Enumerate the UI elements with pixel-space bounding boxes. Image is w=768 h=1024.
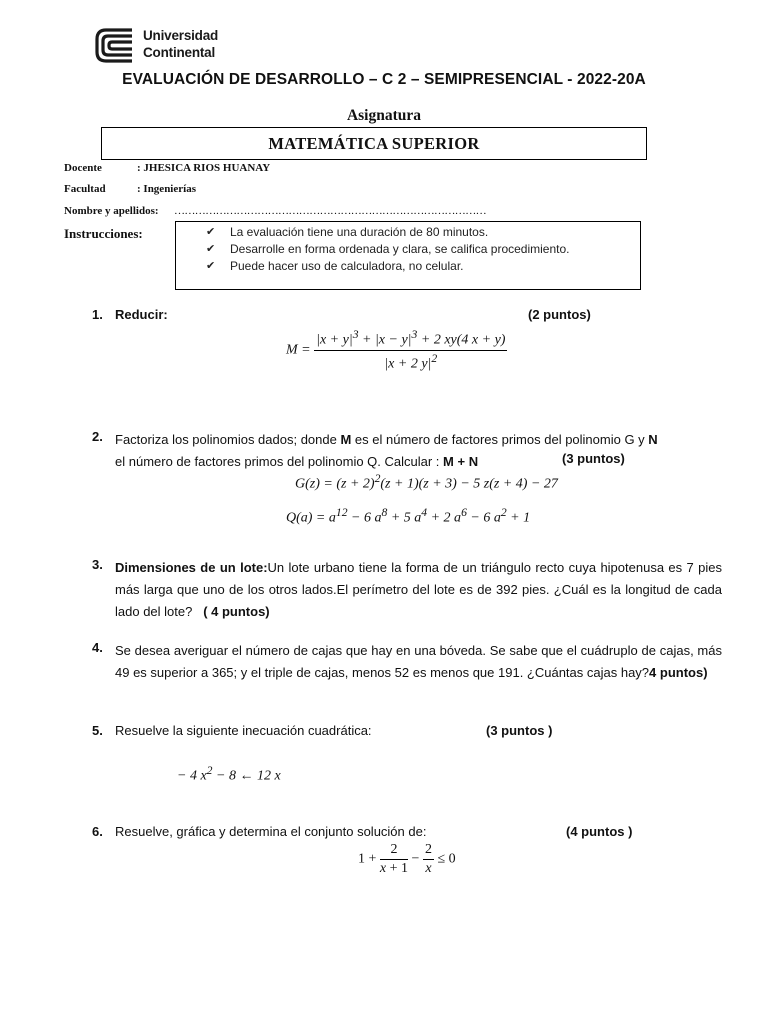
- instructions-box: [175, 221, 641, 290]
- question-2-number: 2.: [92, 429, 103, 444]
- question-4-text: Se desea averiguar el número de cajas que hay en una bóveda. Se sabe que el cuádruplo de cajas, más 49 es superior a 365; y el triple de cajas, menos 52 es menos que 191. ¿Cuántas cajas hay?4 puntos): [115, 643, 722, 680]
- question-2-line1: Factoriza los polinomios dados; donde M es el número de factores primos del polinomio G y N: [115, 432, 658, 447]
- exam-title: EVALUACIÓN DE DESARROLLO – C 2 – SEMIPRESENCIAL - 2022-20A: [122, 71, 646, 88]
- docente-value: : JHESICA RIOS HUANAY: [137, 162, 271, 174]
- nombre-field[interactable]: ………………………………………………………………………………: [174, 205, 487, 217]
- question-5-points: (3 puntos ): [486, 723, 553, 738]
- nombre-label: Nombre y apellidos:: [64, 205, 159, 217]
- question-5-formula: − 4 $x^2 - 8$ ← 12 x: [177, 764, 281, 784]
- instruction-item: ✔ La evaluación tiene una duración de 80 minutos.: [206, 225, 489, 239]
- university-name: [143, 27, 218, 61]
- question-2-points: (3 puntos): [562, 451, 625, 466]
- question-3-number: 3.: [92, 557, 103, 572]
- question-1-formula: M = $\frac{|x + y|^3 + |x - y|^3 + 2 xy(4 x + y)}{|x + 2 y|^2}$: [286, 328, 506, 372]
- logo-line1: Universidad: [143, 28, 219, 43]
- question-1-number: 1.: [92, 307, 103, 322]
- instructions-label: Instrucciones:: [64, 226, 143, 241]
- docente-label: Docente: [64, 162, 102, 174]
- question-6-points: (4 puntos ): [566, 824, 633, 839]
- question-3-text: Dimensiones de un lote:Un lote urbano tiene la forma de un triángulo recto cuya hipotenusa es 7 pies más larga que uno de los otros lados.El perímetro del lote es de 392 pies. ¿Cuál es la longitud de cada lado del lote? ( 4 puntos): [115, 560, 722, 619]
- check-icon: ✔: [206, 226, 216, 238]
- facultad-value: : Ingenierías: [137, 183, 196, 195]
- check-icon: ✔: [206, 243, 216, 255]
- subject-label: Asignatura: [346, 107, 422, 124]
- instruction-item: ✔ Desarrolle en forma ordenada y clara, se califica procedimiento.: [206, 242, 570, 256]
- question-1-title: Reducir:: [115, 307, 168, 322]
- check-icon: ✔: [206, 260, 216, 272]
- facultad-label: Facultad: [64, 183, 106, 195]
- subject-name: MATEMÁTICA SUPERIOR: [101, 127, 647, 160]
- question-5-title: Resuelve la siguiente inecuación cuadrática:: [115, 723, 372, 738]
- question-2-line2: el número de factores primos del polinomio Q. Calcular : M + N: [115, 454, 479, 469]
- question-6-title: Resuelve, gráfica y determina el conjunto solución de:: [115, 824, 427, 839]
- question-1-points: (2 puntos): [528, 307, 591, 322]
- question-2-formula-g: $G(z) = (z + 2)^2(z + 1)(z + 3) - 5$ z(z + 4) − 27: [295, 472, 558, 492]
- question-2-formula-q: $Q(a) = a^{12} - 6$ $a^8 + 5$ $a^4 + 2$ $a^6 - 6$ $a^2 + 1$: [286, 506, 531, 526]
- question-5-number: 5.: [92, 723, 103, 738]
- question-6-formula: 1 + $\frac{2}{x + 1}$ − $\frac{2}{x}$ ≤ 0: [358, 842, 456, 876]
- instruction-item: ✔ Puede hacer uso de calculadora, no celular.: [206, 259, 464, 273]
- logo-line2: Continental: [143, 45, 216, 60]
- question-6-number: 6.: [92, 824, 103, 839]
- question-4-number: 4.: [92, 640, 103, 655]
